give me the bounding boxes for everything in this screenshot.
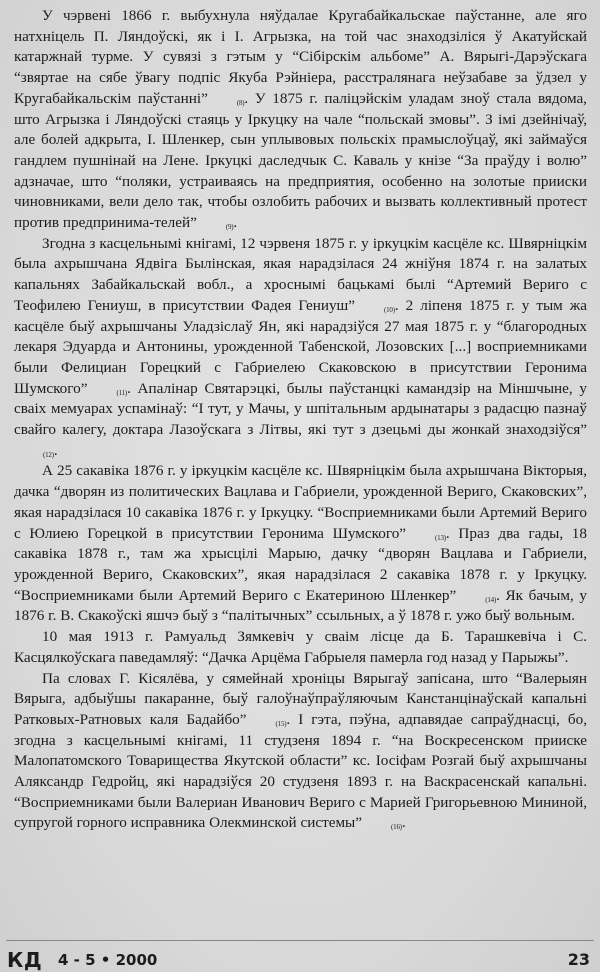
footnote-ref: (14) <box>485 595 497 604</box>
footnote-ref: (16) <box>391 823 402 832</box>
footnote-ref: (12) <box>43 450 54 459</box>
paragraph-text: . Праз два гады, 18 сакавіка 1878 г., там жа хрысцілі Марыю, дачку “дворян Вацлава и Габриели, урожденной Вериго, Скаковских”, якая нарадзілася 2 сакавіка 1878 г. у Іркуцку. “Восприемниками были Артемий Вериго с Екатериною Шленкер” <box>14 524 587 604</box>
paragraph-text: Па словах Г. Кісялёва, у сямейнай хроніцы Вярыгаў запісана, што “Валерыян Вярыга, адбыўшы пакаранне, быў галоўнаўпраўляючым Канстанцінаўскай капальні Ратковых-Ратновых каля Бадайбо” <box>14 669 587 728</box>
footnote-ref: (13) <box>435 533 446 542</box>
paragraph <box>14 627 587 668</box>
paragraph-text: . 2 ліпеня 1875 г. у тым жа касцёле быў ахрышчаны Уладзіслаў Ян, які нарадзіўся 27 мая 1875 г. у “благородных лекаря Эдуарда и Антонины, урожденной Табенской, Лозовских [...] восприемниками были Фелициан Горецкий с Габриелею Скаковскою в присутствии Геронима Шумского” <box>14 296 588 397</box>
article-body <box>14 6 587 834</box>
footnote-ref: (10) <box>384 305 395 314</box>
issue-number: 4 - 5 • 2000 <box>58 951 158 969</box>
page-number: 23 <box>567 950 590 969</box>
page-footer <box>0 938 600 972</box>
journal-logo: КД <box>7 948 43 972</box>
paragraph <box>14 234 587 462</box>
paragraph-text: 10 мая 1913 г. Рамуальд Зямкевіч у сваім лісце да Б. Тарашкевіча і С. Касцялкоўскага паведамляў: “Дачка Арцёма Габрыеля памерла год назад у Парыжы”. <box>14 628 587 666</box>
paragraph <box>14 669 587 835</box>
footer-rule <box>6 940 594 941</box>
footnote-ref: (8) <box>236 98 245 107</box>
footnote-ref: (11) <box>116 388 128 397</box>
paragraph-text: . <box>401 814 406 832</box>
footnote-ref: (15) <box>275 719 287 728</box>
paragraph-text: . <box>233 214 238 232</box>
paragraph <box>14 461 587 627</box>
paragraph-text: . <box>53 441 58 459</box>
paragraph-text: А 25 сакавіка 1876 г. у іркуцкім касцёле кс. Швярніцкім была ахрышчана Вікторыя, дачка “дворян из политических Вацлава и Габриели, урожденной Вериго, Скаковских”, якая нарадзілася 10 сакавіка 1876 г. у Іркуцку. “Восприемниками были Артемий Вериго с Юлиею Горецкой в присутствии Геронима Шумского” <box>14 462 587 542</box>
footnote-ref: (9) <box>225 223 234 232</box>
paragraph-text: Згодна з касцельнымі кнігамі, 12 чэрвеня 1875 г. у іркуцкім касцёле кс. Швярніцкім была ахрышчана Ядвіга Былінская, якая нарадзілася 24 жніўня 1874 г. на залатых капальнях Забайкальскай вобл., а хроснымі бацькамі былі “Артемий Вериго с Теофилею Гениуш, в присутствии Фадея Гениуш” <box>14 234 587 314</box>
paragraph <box>14 6 587 234</box>
paragraph-text: У чэрвені 1866 г. выбухнула няўдалае Кругабайкальскае паўстанне, але яго натхніцель П. Ляндоўскі, як і І. Агрызка, на той час знаходзіліся ў Акатуйскай катаржнай турме. У сувязі з гэтым у “Сібірскім альбоме” А. Вярыгі-Дарэўскага “звяртае на сябе ўвагу подпіс Якуба Рэйніера, расстралянага неўзабаве за ўдзел у Кругабайкальскім паўстанні” <box>14 7 587 107</box>
paragraph-text: . Як бачым, у 1876 г. В. Скакоўскі яшчэ быў з “палітычных” ссыльных, а ў 1878 г. ужо быў вольным. <box>14 586 587 625</box>
paragraph-text: . Апалінар Святарэцкі, былы паўстанцкі камандзір на Міншчыне, у сваіх мемуарах успамінаў: “І тут, у Мачы, у шпітальным ардынатары з радасцю пазнаў свайго калегу, доктара Лазоўскага з Літвы, які тут з дзецьмі ды жонкай знаходзіўся” <box>14 379 587 439</box>
paragraph-text: . І гэта, пэўна, адпавядае сапраўднасці, бо, згодна з касцельнымі кнігамі, 11 студзеня 1894 г. “на Воскресенском прииске Малопатомского Товарищества Якутской области” кс. Іосіфам Розгай быў ахрышчаны Аляксандр Гедройц, які нарадзіўся 20 студзеня 1893 г. на Васкрасенскай капальні. “Восприемниками были Валериан Иванович Вериго с Марией Григорьевною Мининой, супругой горного исправника Олекминской системы” <box>14 710 587 832</box>
paragraph-text: . У 1875 г. паліцэйскім уладам зноў стала вядома, што Агрызка і Ляндоўскі стаяць у Іркуцку на чале “польскай змовы”. З імі дзейнічаў, але болей адкрыта, І. Шленкер, сын уплывовых польскіх прамыслоўцаў, які займаўся гандлем пушнінай на Лене. Іркуцкі даследчык С. Каваль у кнізе “За праўду і волю” адзначае, што “поляки, устраиваясь на предприятия, особенно на золотые прииски чиновниками, вели дело так, чтобы озлобить рабочих и вызвать коллективный протест против предпринима-телей” <box>14 89 587 232</box>
